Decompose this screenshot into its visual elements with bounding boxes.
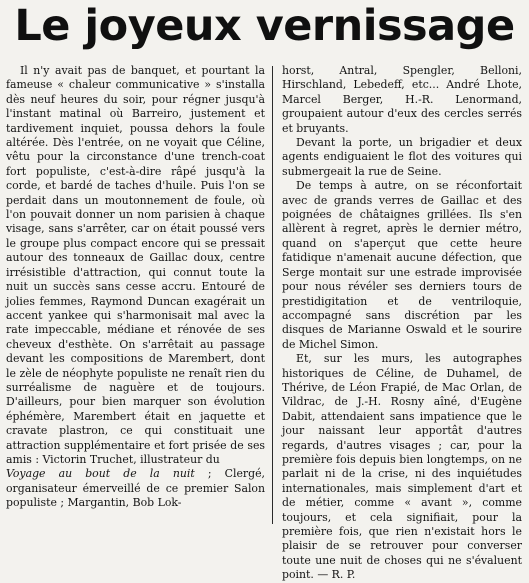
paragraph: horst, Antral, Spengler, Belloni, Hirschland, Lebedeff, etc... André Lhote, Marcel Berger, H.-R. Lenormand, groupaient autour d'eux des cercles serrés et bruyants. xyxy=(282,64,522,135)
paragraph: Il n'y avait pas de banquet, et pourtant la fameuse « chaleur communicative » s'installa dès neuf heures du soir, pour régner jusqu'à l'instant matinal où Barreiro, justement et tardivement inquiet, poussa dehors la foule altérée. Dès l'entrée, on ne voyait que Céline, vêtu pour la circonstance d'une trench-coat fort populiste, c'est-à-dire râpé jusqu'à la corde, et bardé de taches d'huile. Puis l'on se perdait dans un moutonnement de foule, où l'on pouvait donner un nom parisien à chaque visage, sans s'arrêter, car on était poussé vers le groupe plus compact encore qui se pressait autour des tonneaux de Gaillac doux, centre irrésistible d'attraction, qui connut toute la nuit un succès sans cesse accru. Entouré de jolies femmes, Raymond Duncan exagérait un accent yankee qui s'harmonisait mal avec la rate impeccable, médiane et rénovée de ses cheveux d'esthète. On s'arrêtait au passage devant les compositions de Marembert, dont le zèle de néophyte populiste ne renaît rien du surréalisme de naguère et de toujours. D'ailleurs, pour bien marquer son évolution éphémère, Marembert était en jaquette et cravate plastron, ce qui constituait une attraction supplémentaire et fort prisée de ses amis : Victorin Truchet, illustrateur du xyxy=(6,64,265,466)
book-title: Voyage au bout de la nuit xyxy=(6,467,195,481)
paragraph-tail-text: ; Clergé, organisateur émerveillé de ce premier Salon populiste ; Margantin, Bob Lok- xyxy=(6,467,265,510)
paragraph: De temps à autre, on se réconfortait avec de grands verres de Gaillac et des poignées de châtaignes grillées. Ils s'en allèrent à regret, après le dernier métro, quand on s'aperçut que cette heure fatidique n'amenait aucune défection, que Serge montait sur une estrade improvisée pour nous révéler ses derniers tours de prestidigitation et de ventriloquie, accompagné sans discrétion par les disques de Marianne Oswald et le sourire de Michel Simon. xyxy=(282,179,522,351)
article-column-right xyxy=(282,64,522,583)
paragraph: Et, sur les murs, les autographes historiques de Céline, de Duhamel, de Thérive, de Léon Frapié, de Mac Orlan, de Vildrac, de J.-H. Rosny aîné, d'Eugène Dabit, attendaient sans impatience que le jour naissant leur apportât d'autres regards, d'autres visages ; car, pour la première fois depuis bien longtemps, on ne parlait ni de la crise, ni des inquiétudes internationales, mais simplement d'art et de métier, comme « avant », comme toujours, et cela signifiait, pour la première fois, que rien n'existait hors le plaisir de se retrouver pour converser toute une nuit de choses qui ne s'évaluent point. — R. P. xyxy=(282,352,522,582)
column-divider xyxy=(272,66,273,524)
paragraph-tail xyxy=(6,467,265,510)
article-column-left xyxy=(6,64,265,511)
article-headline: Le joyeux vernissage xyxy=(14,1,515,51)
paragraph: Devant la porte, un brigadier et deux agents endiguaient le flot des voitures qui submergeait la rue de Seine. xyxy=(282,136,522,178)
